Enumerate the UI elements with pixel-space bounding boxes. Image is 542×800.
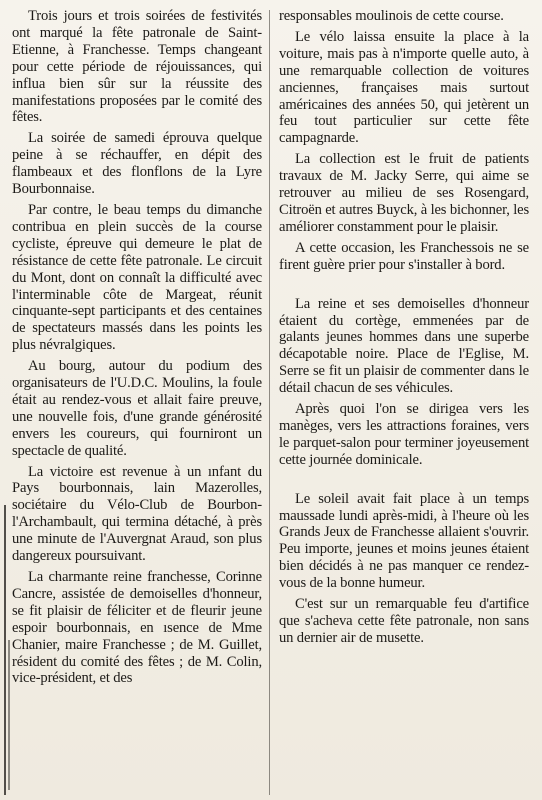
article-paragraph: La collection est le fruit de patients travaux de M. Jacky Serre, qui aime se retrouver au milieu de ses Rosengard, Citroën et autres Buyck, à les bichonner, les améliorer constamment pour le plaisir. [279,151,530,235]
torn-edge-mark [4,505,6,795]
article-paragraph: La victoire est revenue à un ınfant du Pays bourbonnais, lain Mazerolles, sociétaire du Vélo-Club de Bourbon-l'Archambault, qui termina détaché, à près une minute de l'Auvergnat Araud, son plus dangereux poursuivant. [12,463,262,565]
article-paragraph: La soirée de samedi éprouva quelque peine à se réchauffer, en dépit des flambeaux et des flonflons de la Lyre Bourbonnaise. [12,130,262,198]
column-divider [269,10,270,795]
article-paragraph: Au bourg, autour du podium des organisateurs de l'U.D.C. Moulins, la foule était au rendez-vous et allait faire preuve, une nouvelle fois, d'une grande générosité envers les coureurs, qui fourniront un spectacle de qualité. [12,358,262,459]
article-column-left [12,8,262,691]
section-break [279,473,529,491]
torn-edge-mark [8,640,10,790]
article-paragraph: Par contre, le beau temps du dimanche contribua en plein succès de la course cycliste, épreuve qui demeure le plat de résistance de cette fête patronale. Le circuit du Mont, dont on connaît la difficulté avec l'interminable côte de Margeat, réunit cinquante-sept participants et des centaines de spectateurs massés dans les points les plus névralgiques. [12,201,262,354]
article-paragraph: A cette occasion, les Franchessois ne se firent guère prier pour s'installer à bord. [279,239,529,273]
article-paragraph: Le vélo laissa ensuite la place à la voiture, mais pas à n'importe quelle auto, à une remarquable collection de voitures anciennes, françaises mais surtout américaines des années 50, qui jetèrent un feu tout particulier sur cette fête campagnarde. [279,28,529,147]
article-paragraph: La charmante reine franchesse, Corinne Cancre, assistée de demoiselles d'honneur, se fit plaisir de féliciter et de fleurir jeune espoir bourbonnais, en ısence de Mme Chanier, maire Franchesse ; de M. Guillet, résident du comité des fêtes ; de M. Colin, vice-président, et des [12,569,262,687]
article-paragraph: C'est sur un remarquable feu d'artifice que s'acheva cette fête patronale, non sans un dernier air de musette. [279,596,529,646]
article-paragraph: La reine et ses demoiselles d'honneur étaient du cortège, emmenées par de galants jeunes hommes dans une superbe décapotable noire. Place de l'Eglise, M. Serre se fit un plaisir de commenter dans le détail chacun de ses véhicules. [279,295,529,397]
article-column-right [279,8,529,651]
section-break [279,278,529,296]
article-paragraph: Après quoi l'on se dirigea vers les manèges, vers les attractions foraines, vers le parquet-salon pour terminer joyeusement cette journée dominicale. [279,401,529,468]
article-paragraph: responsables moulinois de cette course. [279,8,504,24]
article-paragraph: Trois jours et trois soirées de festivités ont marqué la fête patronale de Saint-Etienne, à Franchesse. Temps changeant pour cette période de réjouissances, qui influa bien sûr sur la réussite des manifestations proposées par le comité des fêtes. [12,8,262,126]
article-paragraph: Le soleil avait fait place à un temps maussade lundi après-midi, à l'heure où les Grands Jeux de Franchesse allaient s'ouvrir. Peu importe, jeunes et moins jeunes étaient bien décidés à ne pas manquer ce rendez-vous de la bonne humeur. [279,490,529,592]
